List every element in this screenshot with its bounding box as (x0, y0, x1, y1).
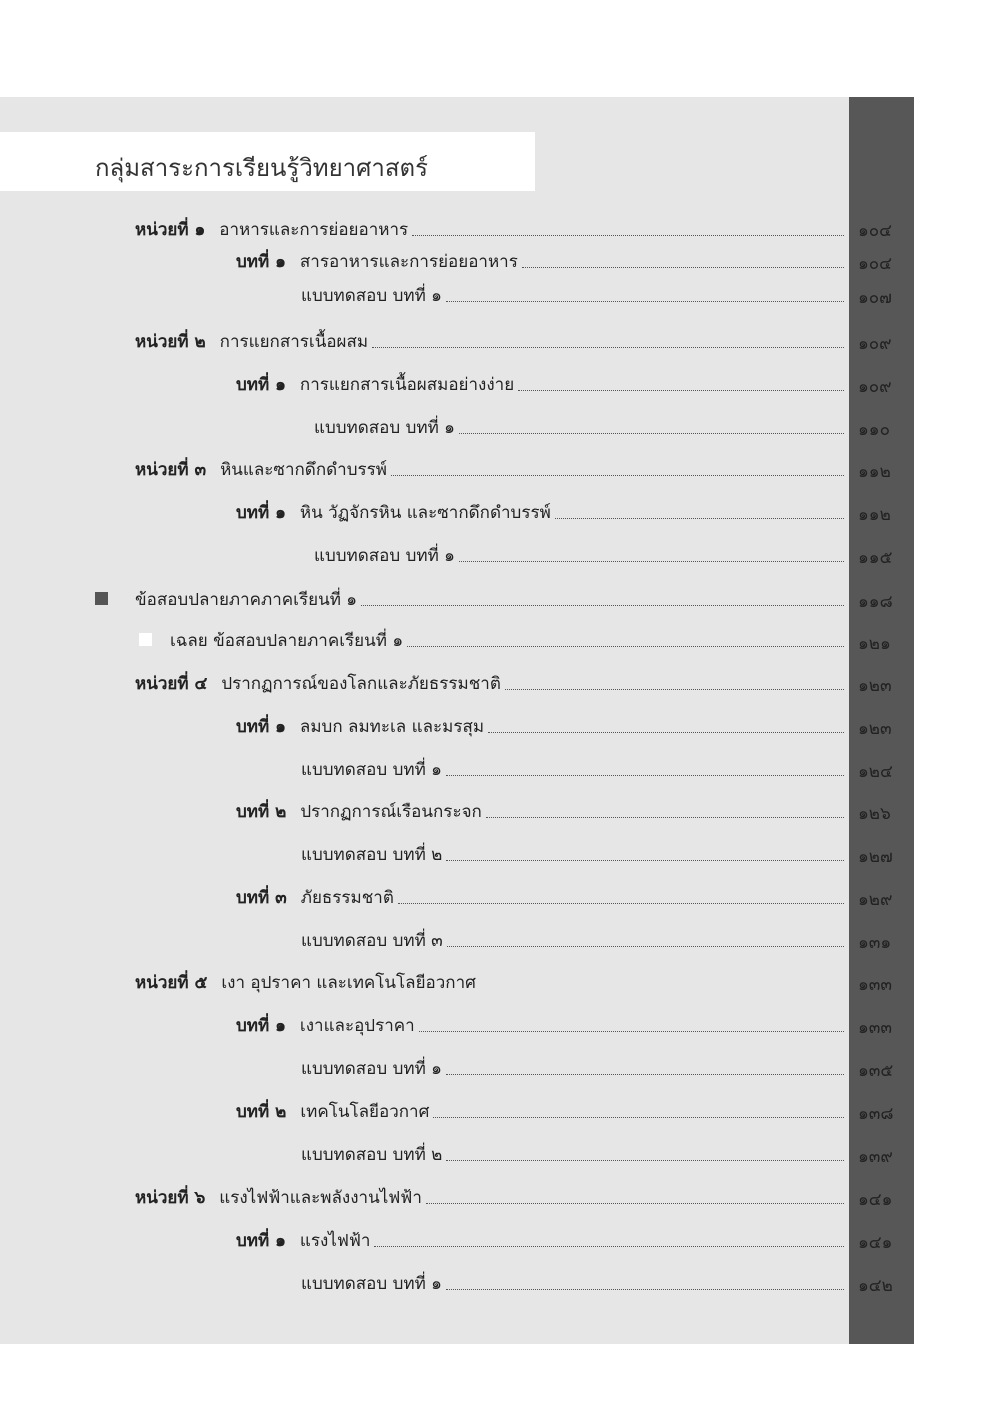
toc-row-unit-5[interactable] (135, 969, 850, 997)
toc-row-exam[interactable] (135, 586, 850, 614)
toc-page: ๑๐๔ (858, 221, 893, 241)
toc-page: ๑๐๙ (858, 334, 892, 354)
toc-text: แบบทดสอบ บทที่ ๓ (301, 931, 443, 951)
toc-label: หน่วยที่ ๓ (135, 460, 207, 480)
toc-page: ๑๑๘ (858, 592, 893, 612)
toc-text: ลมบก ลมทะเล และมรสุม (299, 717, 485, 737)
toc-label: หน่วยที่ ๖ (135, 1188, 206, 1208)
toc-text: แบบทดสอบ บทที่ ๑ (314, 546, 455, 566)
toc-text: หินและซากดึกดำบรรพ์ (220, 460, 387, 480)
toc-page: ๑๒๓ (858, 676, 892, 696)
toc-label: บทที่ ๑ (236, 1016, 286, 1036)
toc-page: ๑๒๑ (858, 634, 891, 654)
toc-label: บทที่ ๑ (236, 503, 286, 523)
toc-text: การแยกสารเนื้อผสม (219, 332, 369, 352)
toc-label: หน่วยที่ ๒ (135, 332, 206, 352)
toc-row-test[interactable] (301, 756, 850, 784)
toc-row-test[interactable] (301, 282, 850, 310)
toc-text: แรงไฟฟ้าและพลังงานไฟฟ้า (219, 1188, 422, 1208)
toc-row-test[interactable] (301, 1141, 850, 1169)
toc-page: ๑๒๗ (858, 847, 893, 867)
toc-row-unit-4[interactable] (135, 670, 850, 698)
toc-page: ๑๒๖ (858, 804, 891, 824)
toc-row-chapter[interactable] (236, 1098, 850, 1126)
toc-text: เทคโนโลยีอวกาศ (300, 1102, 430, 1122)
toc-page: ๑๓๕ (858, 1061, 894, 1081)
toc-label: หน่วยที่ ๕ (135, 973, 208, 993)
toc-page: ๑๔๑ (858, 1190, 893, 1210)
page-title: กลุ่มสาระการเรียนรู้วิทยาศาสตร์ (95, 154, 428, 182)
toc-text: อาหารและการย่อยอาหาร (219, 220, 409, 240)
toc-page: ๑๓๓ (858, 975, 893, 995)
toc-page: ๑๒๔ (858, 762, 893, 782)
toc-text: แบบทดสอบ บทที่ ๑ (301, 286, 442, 306)
toc-text: เงา อุปราคา และเทคโนโลยีอวกาศ (221, 973, 476, 993)
toc-row-unit-2[interactable] (135, 328, 850, 356)
toc-row-test[interactable] (301, 841, 850, 869)
toc-text: แบบทดสอบ บทที่ ๑ (301, 760, 442, 780)
toc-page: ๑๑๒ (858, 462, 891, 482)
toc-row-chapter[interactable] (236, 371, 850, 399)
toc-text: การแยกสารเนื้อผสมอย่างง่าย (299, 375, 515, 395)
toc-text: แรงไฟฟ้า (299, 1231, 371, 1251)
toc-row-test[interactable] (301, 1055, 850, 1083)
toc-text: สารอาหารและการย่อยอาหาร (299, 252, 518, 272)
toc-text: เงาและอุปราคา (299, 1016, 415, 1036)
toc-label: บทที่ ๓ (236, 888, 287, 908)
toc-row-unit-3[interactable] (135, 456, 850, 484)
toc-text: แบบทดสอบ บทที่ ๑ (301, 1274, 442, 1294)
toc-text: แบบทดสอบ บทที่ ๑ (301, 1059, 442, 1079)
toc-row-unit-6[interactable] (135, 1184, 850, 1212)
toc-page: ๑๑๕ (858, 548, 893, 568)
toc-page: ๑๐๗ (858, 288, 892, 308)
toc-label: หน่วยที่ ๔ (135, 674, 208, 694)
toc-page: ๑๔๒ (858, 1276, 893, 1296)
toc-text: ปรากฏการณ์เรือนกระจก (300, 802, 482, 822)
toc-label: หน่วยที่ ๑ (135, 220, 206, 240)
toc-page: ๑๓๘ (858, 1104, 894, 1124)
toc-label: บทที่ ๑ (236, 1231, 286, 1251)
toc-page: ๑๐๙ (858, 377, 892, 397)
toc-page: ๑๒๙ (858, 890, 893, 910)
toc-text: แบบทดสอบ บทที่ ๑ (314, 418, 455, 438)
toc-text: แบบทดสอบ บทที่ ๒ (301, 1145, 443, 1165)
toc-row-answers[interactable] (170, 627, 850, 655)
toc-page: ๑๓๓ (858, 1018, 893, 1038)
toc-row-test[interactable] (301, 927, 850, 955)
toc-row-test[interactable] (301, 1270, 850, 1298)
toc-label: บทที่ ๑ (236, 252, 286, 272)
toc-row-chapter[interactable] (236, 884, 850, 912)
square-bullet-icon (139, 633, 152, 646)
toc-row-chapter[interactable] (236, 499, 850, 527)
toc-label: บทที่ ๒ (236, 802, 287, 822)
toc-row-chapter[interactable] (236, 713, 850, 741)
square-bullet-icon (95, 592, 108, 605)
toc-row-chapter[interactable] (236, 248, 850, 276)
toc-label: บทที่ ๑ (236, 717, 286, 737)
toc-page: ๑๑๐ (858, 420, 890, 440)
toc-row-chapter[interactable] (236, 1227, 850, 1255)
toc-text: ปรากฏการณ์ของโลกและภัยธรรมชาติ (221, 674, 501, 694)
toc-text: ข้อสอบปลายภาคภาคเรียนที่ ๑ (135, 590, 358, 610)
toc-row-chapter[interactable] (236, 798, 850, 826)
toc-label: บทที่ ๑ (236, 375, 286, 395)
toc-row-test[interactable] (314, 414, 850, 442)
toc-row-test[interactable] (314, 542, 850, 570)
toc-page: ๑๒๓ (858, 719, 892, 739)
toc-row-chapter[interactable] (236, 1012, 850, 1040)
toc-label: บทที่ ๒ (236, 1102, 287, 1122)
toc-page: ๑๔๑ (858, 1233, 893, 1253)
toc-row-unit-1[interactable] (135, 216, 850, 244)
toc-page: ๑๓๙ (858, 1147, 893, 1167)
toc-page: ๑๑๒ (858, 505, 891, 525)
toc-text: ภัยธรรมชาติ (300, 888, 394, 908)
toc-text: เฉลย ข้อสอบปลายภาคเรียนที่ ๑ (170, 631, 404, 651)
toc-page: ๑๓๑ (858, 933, 892, 953)
toc-page: ๑๐๔ (858, 254, 893, 274)
toc-text: หิน วัฏจักรหิน และซากดึกดำบรรพ์ (299, 503, 551, 523)
toc-text: แบบทดสอบ บทที่ ๒ (301, 845, 443, 865)
